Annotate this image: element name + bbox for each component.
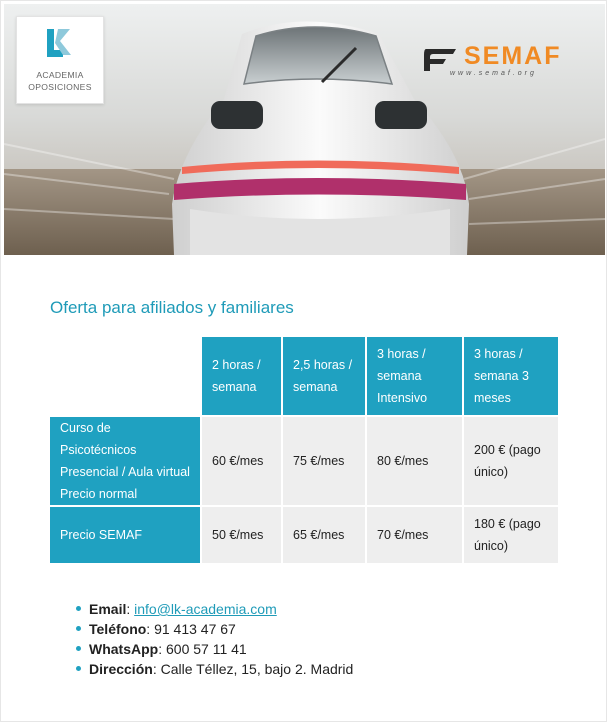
bullet-icon bbox=[76, 626, 81, 631]
contact-list bbox=[74, 599, 353, 679]
contact-address bbox=[74, 659, 353, 679]
contact-separator: : bbox=[158, 641, 166, 657]
bullet-icon bbox=[76, 646, 81, 651]
contact-phone bbox=[74, 619, 353, 639]
contact-label: Dirección bbox=[89, 661, 153, 677]
column-header: 3 horas / semana Intensivo bbox=[367, 337, 462, 415]
price-cell: 70 €/mes bbox=[367, 507, 462, 563]
price-cell: 180 € (pago único) bbox=[464, 507, 558, 563]
logo-line-2: OPOSICIONES bbox=[28, 82, 92, 92]
table-row bbox=[50, 507, 558, 563]
contact-label: WhatsApp bbox=[89, 641, 159, 657]
lk-logo-icon bbox=[43, 27, 77, 61]
table-row bbox=[50, 417, 558, 505]
row-header: Curso de Psicotécnicos Presencial / Aula virtual Precio normal bbox=[50, 417, 200, 505]
logo-line-1: ACADEMIA bbox=[36, 70, 84, 80]
contact-value: Calle Téllez, 15, bajo 2. Madrid bbox=[160, 661, 354, 677]
contact-value: 600 57 11 41 bbox=[166, 641, 247, 657]
semaf-logo bbox=[422, 42, 597, 82]
price-cell: 80 €/mes bbox=[367, 417, 462, 505]
price-cell: 60 €/mes bbox=[202, 417, 281, 505]
contact-label: Teléfono bbox=[89, 621, 147, 637]
contact-separator: : bbox=[152, 661, 161, 677]
table-corner-cell bbox=[50, 337, 200, 415]
offer-title: Oferta para afiliados y familiares bbox=[50, 298, 294, 317]
column-header: 2 horas / semana bbox=[202, 337, 281, 415]
bullet-icon bbox=[76, 606, 81, 611]
row-header: Precio SEMAF bbox=[50, 507, 200, 563]
contact-label: Email bbox=[89, 601, 127, 617]
email-link[interactable]: info@lk-academia.com bbox=[134, 601, 277, 617]
contact-whatsapp bbox=[74, 639, 353, 659]
column-header: 3 horas / semana 3 meses bbox=[464, 337, 558, 415]
price-cell: 50 €/mes bbox=[202, 507, 281, 563]
contact-email bbox=[74, 599, 353, 619]
bullet-icon bbox=[76, 666, 81, 671]
price-cell: 200 € (pago único) bbox=[464, 417, 558, 505]
price-cell: 75 €/mes bbox=[283, 417, 365, 505]
hero-banner bbox=[4, 4, 605, 255]
pricing-table bbox=[48, 335, 560, 565]
academia-logo bbox=[16, 16, 104, 104]
contact-separator: : bbox=[126, 601, 135, 617]
brand-name: SEMAF bbox=[464, 42, 562, 70]
contact-separator: : bbox=[146, 621, 155, 637]
price-cell: 65 €/mes bbox=[283, 507, 365, 563]
contact-value: 91 413 47 67 bbox=[154, 621, 236, 637]
column-header: 2,5 horas / semana bbox=[283, 337, 365, 415]
brand-website: www.semaf.org bbox=[450, 70, 537, 77]
table-header-row bbox=[50, 337, 558, 415]
